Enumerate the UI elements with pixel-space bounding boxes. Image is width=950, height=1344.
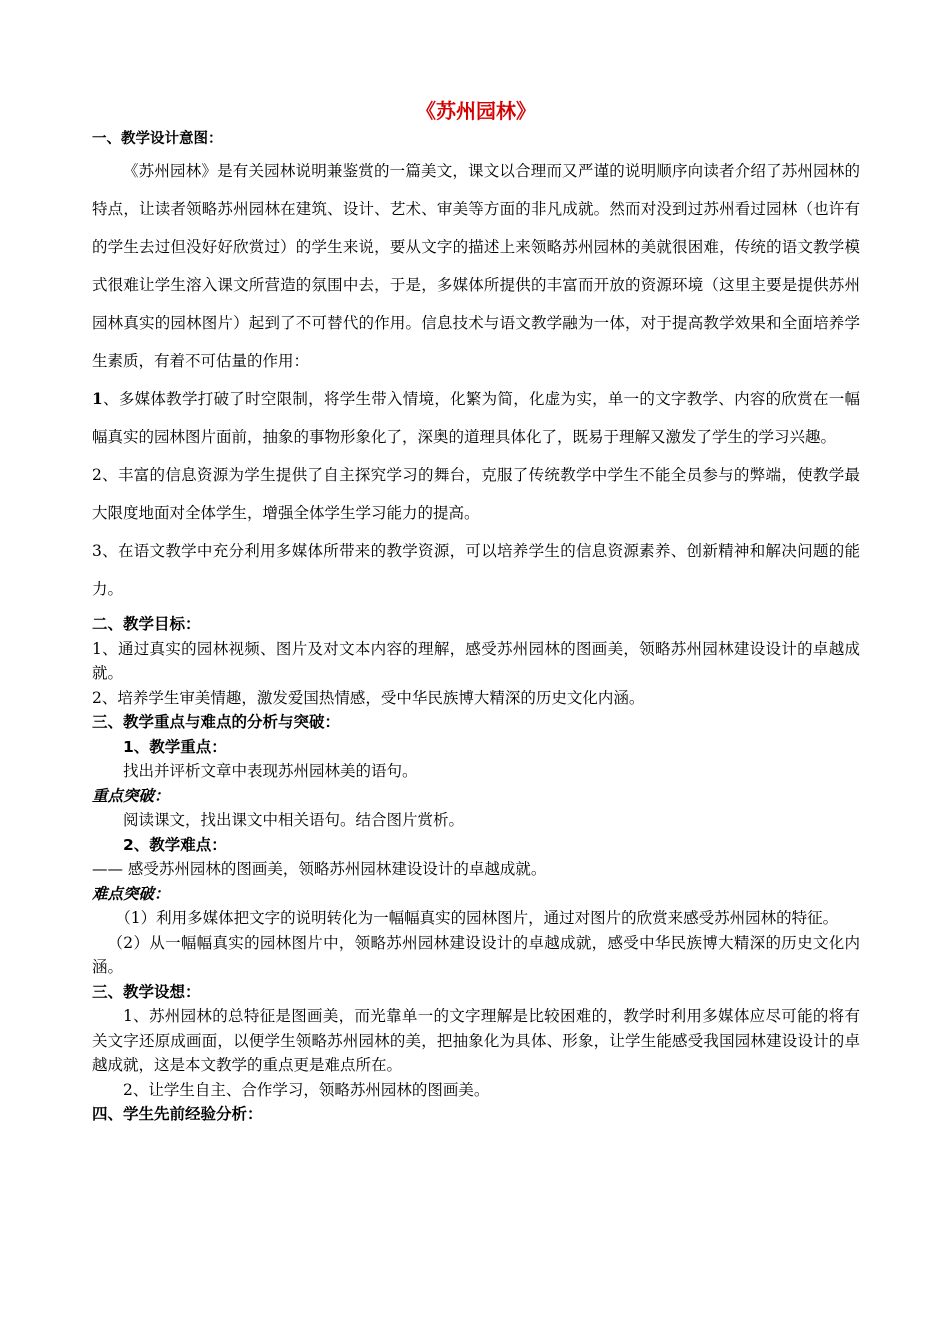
section-heading-goals: 二、教学目标：: [92, 615, 201, 633]
point-1-number: 1: [92, 389, 103, 408]
design-intent-point-2: 2、丰富的信息资源为学生提供了自主探究学习的舞台，克服了传统教学中学生不能全员参与的弊端，使教学最大限度地面对全体学生，增强全体学生学习能力的提高。: [92, 466, 860, 522]
design-intent-paragraph: 《苏州园林》是有关园林说明兼鉴赏的一篇美文，课文以合理而又严谨的说明顺序向读者介绍了苏州园林的特点，让读者领略苏州园林在建筑、设计、艺术、审美等方面的非凡成就。然而对没到过苏州看过园林（也许有的学生去过但没好好欣赏过）的学生来说，要从文字的描述上来领略苏州园林的美就很困难，传统的语文教学模式很难让学生溶入课文所营造的氛围中去，于是，多媒体所提供的丰富而开放的资源环境（这里主要是提供苏州园林真实的园林图片）起到了不可替代的作用。信息技术与语文教学融为一体，对于提高教学效果和全面培养学生素质，有着不可估量的作用：: [92, 162, 860, 370]
goal-2: 2、培养学生审美情趣，激发爱国热情感，受中华民族博大精深的历史文化内涵。: [92, 688, 645, 707]
idea-1: 1、苏州园林的总特征是图画美，而光靠单一的文字理解是比较困难的，教学时利用多媒体应尽可能的将有关文字还原成画面，以便学生领略苏州园林的美，把抽象化为具体、形象，让学生能感受我国园林建设设计的卓越成就，这是本文教学的重点更是难点所在。: [92, 1007, 860, 1074]
idea-2: 2、让学生自主、合作学习，领略苏州园林的图画美。: [123, 1080, 490, 1099]
difficulty-heading: 2、教学难点：: [123, 835, 227, 854]
design-intent-point-1: [92, 380, 860, 456]
key-point-heading: 1、教学重点：: [123, 737, 227, 756]
section-heading-prior-experience: 四、学生先前经验分析：: [92, 1105, 263, 1123]
difficulty-break-label: 难点突破：: [92, 884, 170, 903]
difficulty-text: —— 感受苏州园林的图画美，领略苏州园林建设设计的卓越成就。: [92, 860, 547, 878]
design-intent-body: [92, 152, 860, 608]
section-heading-ideas: 三、教学设想：: [92, 982, 201, 1001]
teaching-goals: [92, 612, 860, 1127]
key-break-text: 阅读课文，找出课文中相关语句。结合图片赏析。: [123, 811, 465, 829]
goal-1: 1、通过真实的园林视频、图片及对文本内容的理解，感受苏州园林的图画美，领略苏州园林建设设计的卓越成就。: [92, 639, 860, 682]
design-intent-point-3: 3、在语文教学中充分利用多媒体所带来的教学资源，可以培养学生的信息资源素养、创新精神和解决问题的能力。: [92, 542, 860, 598]
difficulty-break-1: （1）利用多媒体把文字的说明转化为一幅幅真实的园林图片，通过对图片的欣赏来感受苏州园林的特征。: [115, 909, 839, 927]
difficulty-break-2: （2）从一幅幅真实的园林图片中，领略苏州园林建设设计的卓越成就，感受中华民族博大精深的历史文化内涵。: [92, 933, 860, 976]
document-page: [92, 98, 860, 1127]
section-heading-key-points: 三、教学重点与难点的分析与突破：: [92, 713, 341, 731]
section-heading-design-intent: 一、教学设计意图：: [92, 131, 223, 147]
key-point-text: 找出并评析文章中表现苏州园林美的语句。: [123, 762, 418, 780]
key-break-label: 重点突破：: [92, 786, 170, 805]
document-title: 《苏州园林》: [416, 99, 536, 123]
point-1-text: 、多媒体教学打破了时空限制，将学生带入情境，化繁为简，化虚为实，单一的文字教学、内容的欣赏在一幅幅真实的园林图片面前，抽象的事物形象化了，深奥的道理具体化了，既易于理解又激发了学生的学习兴趣。: [92, 390, 860, 446]
